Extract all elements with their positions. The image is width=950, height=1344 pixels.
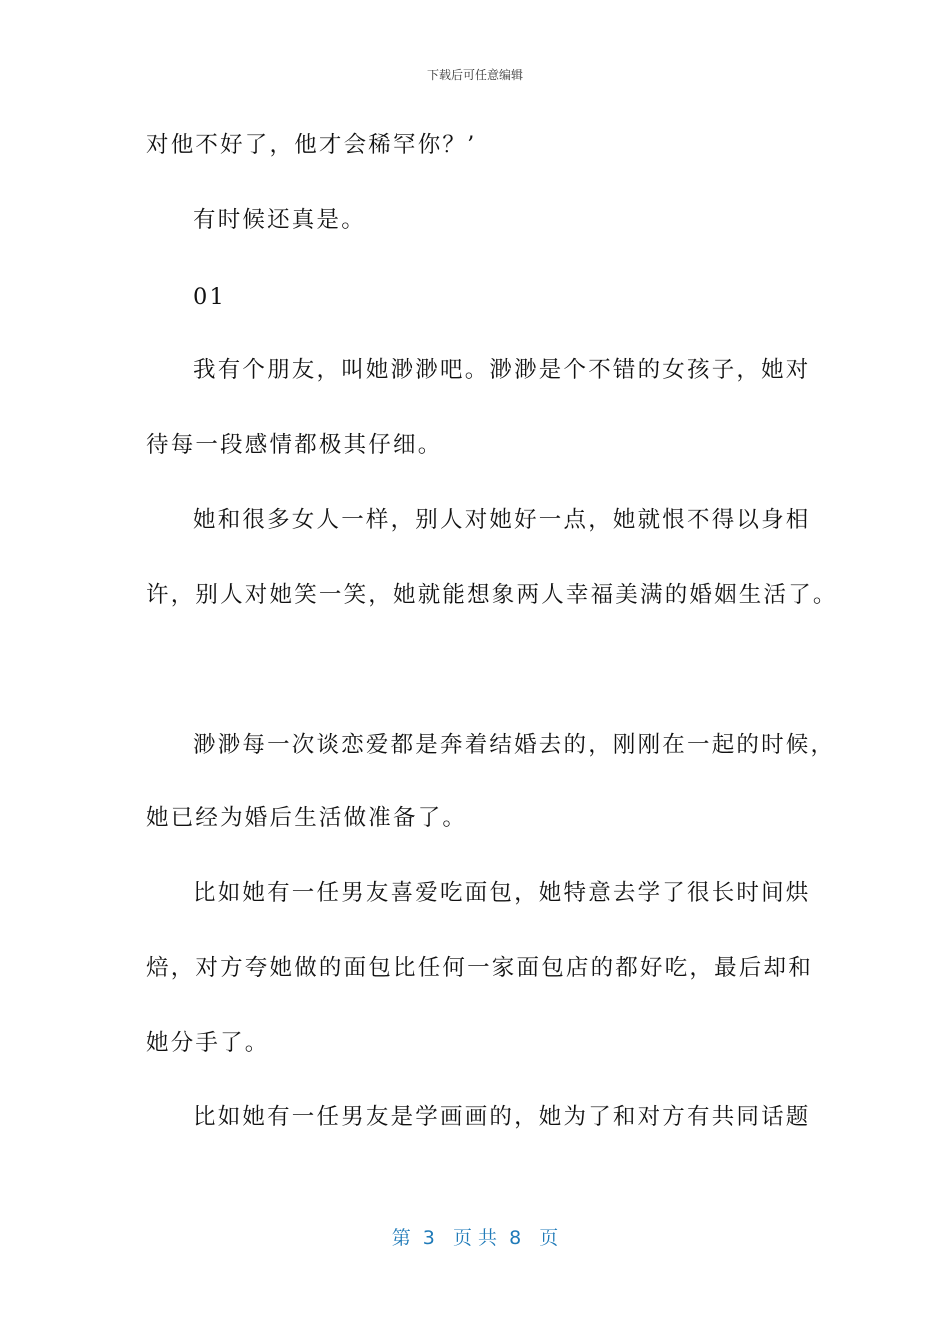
page-header: 下载后可任意编辑	[426, 68, 523, 82]
text-line: 01	[193, 284, 227, 310]
text-line: 她分手了。	[146, 1030, 270, 1056]
text-line: 待每一段感情都极其仔细。	[146, 432, 443, 458]
text-line: 有时候还真是。	[193, 207, 366, 233]
text-line: 比如她有一任男友是学画画的，她为了和对方有共同话题	[193, 1104, 811, 1130]
text-line: 许，别人对她笑一笑，她就能想象两人幸福美满的婚姻生活了。	[146, 582, 838, 608]
text-line: 她和很多女人一样，别人对她好一点，她就恨不得以身相	[193, 507, 811, 533]
text-line: 我有个朋友，叫她渺渺吧。渺渺是个不错的女孩子，她对	[193, 357, 811, 383]
text-line: 比如她有一任男友喜爱吃面包，她特意去学了很长时间烘	[193, 880, 811, 906]
page-number-footer: 第 3 页 共 8 页	[391, 1227, 559, 1249]
text-line: 对他不好了，他才会稀罕你？’	[146, 132, 477, 158]
text-line: 渺渺每一次谈恋爱都是奔着结婚去的，刚刚在一起的时候，	[193, 732, 836, 758]
text-line: 焙，对方夸她做的面包比任何一家面包店的都好吃，最后却和	[146, 955, 813, 981]
text-line: 她已经为婚后生活做准备了。	[146, 805, 468, 831]
